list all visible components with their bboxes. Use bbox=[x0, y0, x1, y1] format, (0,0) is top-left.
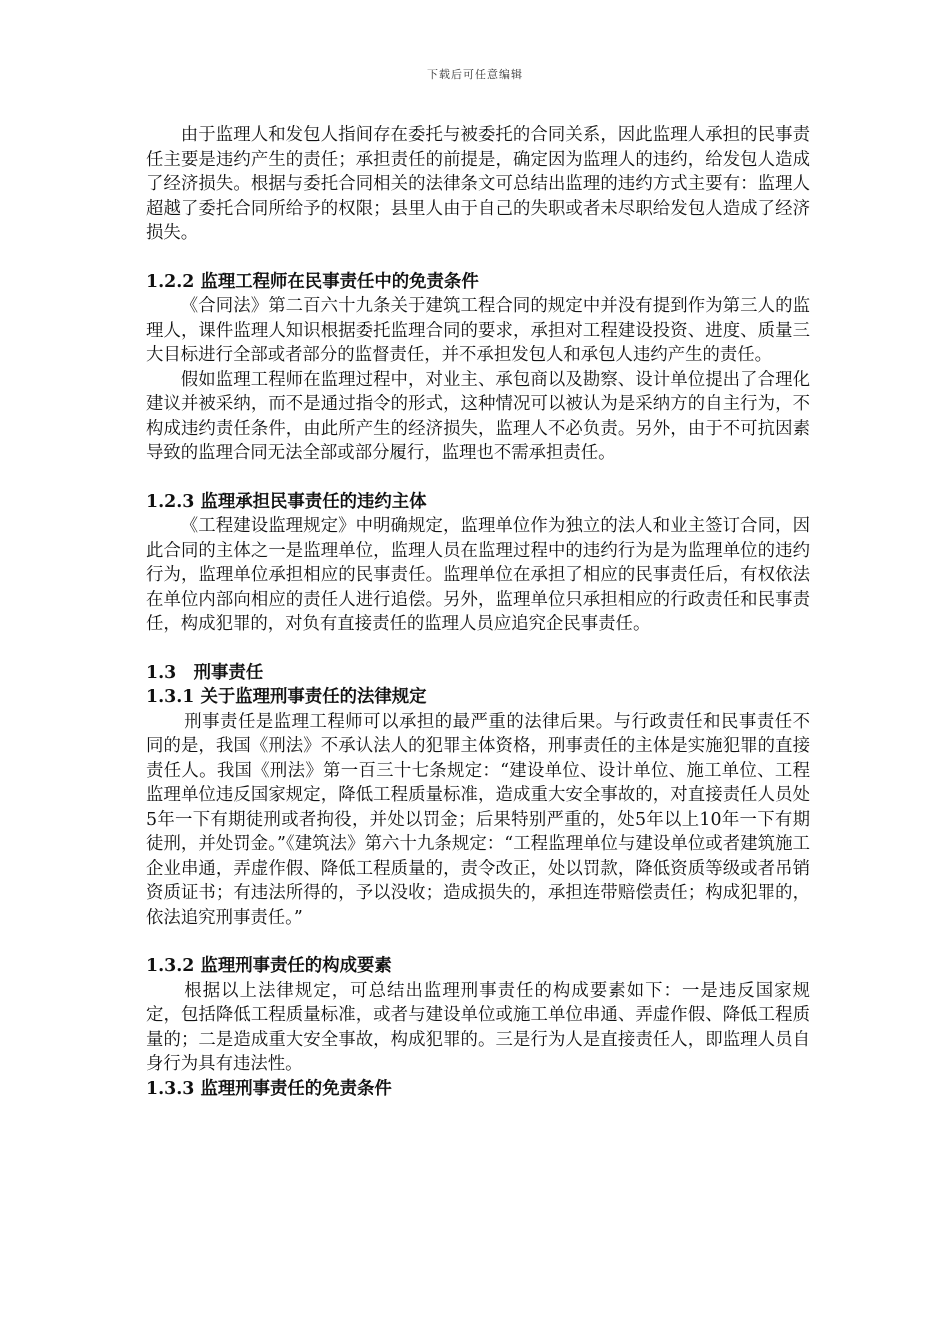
paragraph-supervision-regulation: 《工程建设监理规定》中明确规定，监理单位作为独立的法人和业主签订合同，因此合同的主体之一是监理单位，监理人员在监理过程中的违约行为是为监理单位的违约行为，监理单位承担相应的民事责任。监理单位在承担了相应的民事责任后，有权依法在单位内部向相应的责任人进行追偿。另外，监理单位只承担相应的行政责任和民事责任，构成犯罪的，对负有直接责任的监理人员应追究企民事责任。 bbox=[146, 516, 810, 634]
page-header: 下载后可任意编辑 bbox=[427, 68, 523, 81]
spacer bbox=[146, 466, 810, 490]
section-heading-1-3: 1.3 刑事责任 bbox=[146, 662, 264, 683]
section-heading-1-2-2: 1.2.2 监理工程师在民事责任中的免责条件 bbox=[146, 271, 479, 292]
document-body bbox=[146, 123, 810, 1101]
spacer bbox=[146, 930, 810, 954]
section-heading-1-3-1: 1.3.1 关于监理刑事责任的法律规定 bbox=[146, 687, 427, 707]
section-heading-1-3-3: 1.3.3 监理刑事责任的免责条件 bbox=[146, 1078, 392, 1099]
spacer bbox=[146, 246, 810, 270]
paragraph-contract-law-269: 《合同法》第二百六十九条关于建筑工程合同的规定中并没有提到作为第三人的监理人，课件监理人知识根据委托监理合同的要求，承担对工程建设投资、进度、质量三大目标进行全部或者部分的监督责任，并不承担发包人和承包人违约产生的责任。 bbox=[146, 296, 810, 365]
section-heading-1-2-3: 1.2.3 监理承担民事责任的违约主体 bbox=[146, 491, 427, 512]
paragraph-elements: 根据以上法律规定，可总结出监理刑事责任的构成要素如下：一是违反国家规定，包括降低工程质量标准，或者与建设单位或施工单位串通、弄虚作假、降低工程质量的；二是造成重大安全事故，构成犯罪的。三是行为人是直接责任人，即监理人员自身行为具有违法性。 bbox=[146, 980, 810, 1074]
section-heading-1-3-2: 1.3.2 监理刑事责任的构成要素 bbox=[146, 956, 392, 976]
paragraph-reasonable-advice: 假如监理工程师在监理过程中，对业主、承包商以及勘察、设计单位提出了合理化建议并被采纳，而不是通过指令的形式，这种情况可以被认为是采纳方的自主行为，不构成违约责任条件，由此所产生的经济损失，监理人不必负责。另外，由于不可抗因素导致的监理合同无法全部或部分履行，监理也不需承担责任。 bbox=[146, 369, 810, 463]
paragraph-criminal-law: 刑事责任是监理工程师可以承担的最严重的法律后果。与行政责任和民事责任不同的是，我国《刑法》不承认法人的犯罪主体资格，刑事责任的主体是实施犯罪的直接责任人。我国《刑法》第一百三十七条规定：“建设单位、设计单位、施工单位、工程监理单位违反国家规定，降低工程质量标准，造成重大安全事故的，对直接责任人员处5年一下有期徒刑或者拘役，并处以罚金；后果特别严重的，处5年以上10年一下有期徒刑，并处罚金。”《建筑法》第六十九条规定：“工程监理单位与建设单位或者建筑施工企业串通，弄虚作假、降低工程质量的，责令改正，处以罚款，降低资质等级或者吊销资质证书；有违法所得的，予以没收；造成损失的，承担连带赔偿责任；构成犯罪的，依法追究刑事责任。” bbox=[146, 711, 810, 928]
paragraph-contract-liability: 由于监理人和发包人指间存在委托与被委托的合同关系，因此监理人承担的民事责任主要是违约产生的责任；承担责任的前提是，确定因为监理人的违约，给发包人造成了经济损失。根据与委托合同相关的法律条文可总结出监理的违约方式主要有：监理人超越了委托合同所给予的权限；县里人由于自己的失职或者未尽职给发包人造成了经济损失。 bbox=[146, 125, 810, 243]
spacer bbox=[146, 637, 810, 661]
